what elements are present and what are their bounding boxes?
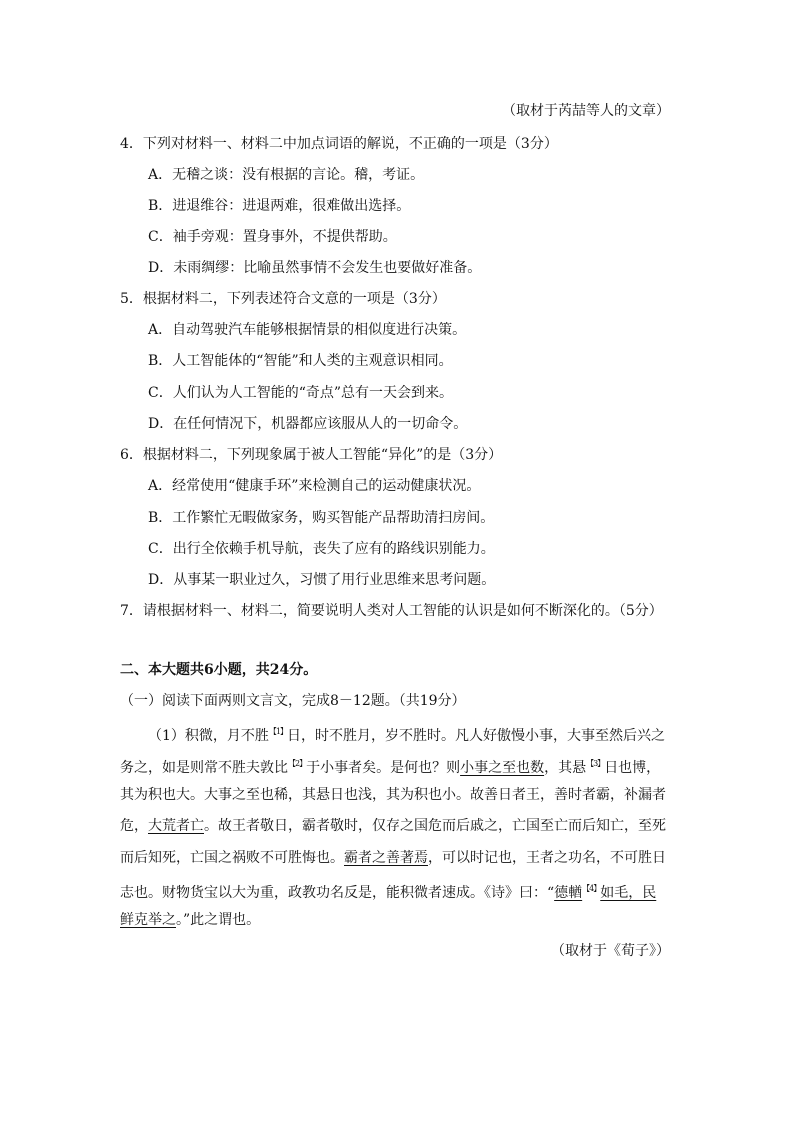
section-2-subheading: （一）阅读下面两则文言文，完成8－12题。（共19分）	[120, 693, 466, 709]
question-4-option-a: A．无稽之谈：没有根据的言论。稽，考证。	[148, 167, 425, 183]
question-6-option-a: A．经常使用“健康手环”来检测自己的运动健康状况。	[148, 478, 481, 494]
source-note-2: （取材于《荀子》）	[551, 943, 670, 959]
underlined-phrase: 鲜克举之	[120, 912, 176, 928]
passage-text: 。”此之谓也。	[176, 912, 261, 928]
note-marker-3: 【3】	[586, 759, 605, 768]
passage-text: 务之，如是则常不胜夫敦比	[120, 760, 288, 776]
passage-line-3: 其为积也大。大事之至也稀，其悬日也浅，其为积也小。故善日者王，善时者霸，补漏者	[120, 787, 666, 803]
passage-text: 。故王者敬日，霸者敬时，仅存之国危而后戚之，亡国至亡而后知亡，至死	[204, 818, 666, 834]
question-4-stem: 4．下列对材料一、材料二中加点词语的解说，不正确的一项是（3分）	[120, 136, 558, 152]
underlined-phrase: 小事之至也数	[460, 760, 545, 776]
question-4-option-d: D．未雨绸缪：比喻虽然事情不会发生也要做好准备。	[148, 260, 482, 276]
question-5-option-a: A．自动驾驶汽车能够根据情景的相似度进行决策。	[148, 322, 467, 338]
question-6-option-d: D．从事某一职业过久，习惯了用行业思维来思考问题。	[148, 572, 496, 588]
underlined-phrase: 德輶	[554, 885, 583, 901]
section-2-title: 二、本大题共6小题，共24分。	[120, 662, 318, 678]
passage-text: （1）积微，月不胜	[148, 728, 269, 744]
passage-text: ，可以时记也，王者之功名，不可胜日	[428, 850, 666, 866]
question-5-option-d: D．在任何情况下，机器都应该服从人的一切命令。	[148, 416, 468, 432]
question-4-option-c: C．袖手旁观：置身事外，不提供帮助。	[148, 229, 397, 245]
passage-text: 危，	[120, 818, 148, 834]
passage-text: 日，时不胜月，岁不胜时。凡人好傲慢小事，大事至然后兴之	[287, 728, 666, 744]
question-5-option-c: C．人们认为人工智能的“奇点”总有一天会到来。	[148, 385, 454, 401]
passage-line-5	[120, 848, 666, 868]
underlined-phrase: 大荒者亡	[148, 818, 204, 834]
note-marker-4: 【4】	[582, 884, 601, 893]
note-marker-1: 【1】	[268, 727, 288, 736]
passage-line-2	[120, 754, 660, 778]
underlined-phrase: 如毛，民	[600, 885, 657, 901]
passage-text: 志也。财物货宝以大为重，政教功名反是，能积微者速成。《诗》曰：“	[120, 885, 555, 901]
source-note-1: （取材于芮喆等人的文章）	[502, 103, 670, 119]
underlined-phrase: 霸者之善著焉	[344, 850, 428, 866]
passage-text: 而后知死，亡国之祸败不可胜悔也。	[120, 850, 344, 866]
question-7-stem: 7．请根据材料一、材料二，简要说明人类对人工智能的认识是如何不断深化的。（5分）	[120, 603, 663, 619]
passage-line-6	[120, 879, 656, 903]
passage-line-4	[120, 816, 666, 836]
question-5-stem: 5．根据材料二，下列表述符合文意的一项是（3分）	[120, 291, 446, 307]
note-marker-2: 【2】	[288, 759, 307, 768]
question-6-option-b: B．工作繁忙无暇做家务，购买智能产品帮助清扫房间。	[148, 510, 495, 526]
passage-text: 于小事者矣。是何也？则	[306, 760, 461, 776]
question-6-option-c: C．出行全依赖手机导航，丧失了应有的路线识别能力。	[148, 541, 495, 557]
passage-text: ，其悬	[544, 760, 587, 776]
passage-line-7	[120, 910, 260, 930]
question-6-stem: 6．根据材料二，下列现象属于被人工智能“异化”的是（3分）	[120, 447, 503, 463]
passage-text: 日也博，	[604, 760, 661, 776]
passage-line-1	[148, 722, 665, 746]
question-5-option-b: B．人工智能体的“智能”和人类的主观意识相同。	[148, 353, 453, 369]
question-4-option-b: B．进退维谷：进退两难，很难做出选择。	[148, 198, 411, 214]
